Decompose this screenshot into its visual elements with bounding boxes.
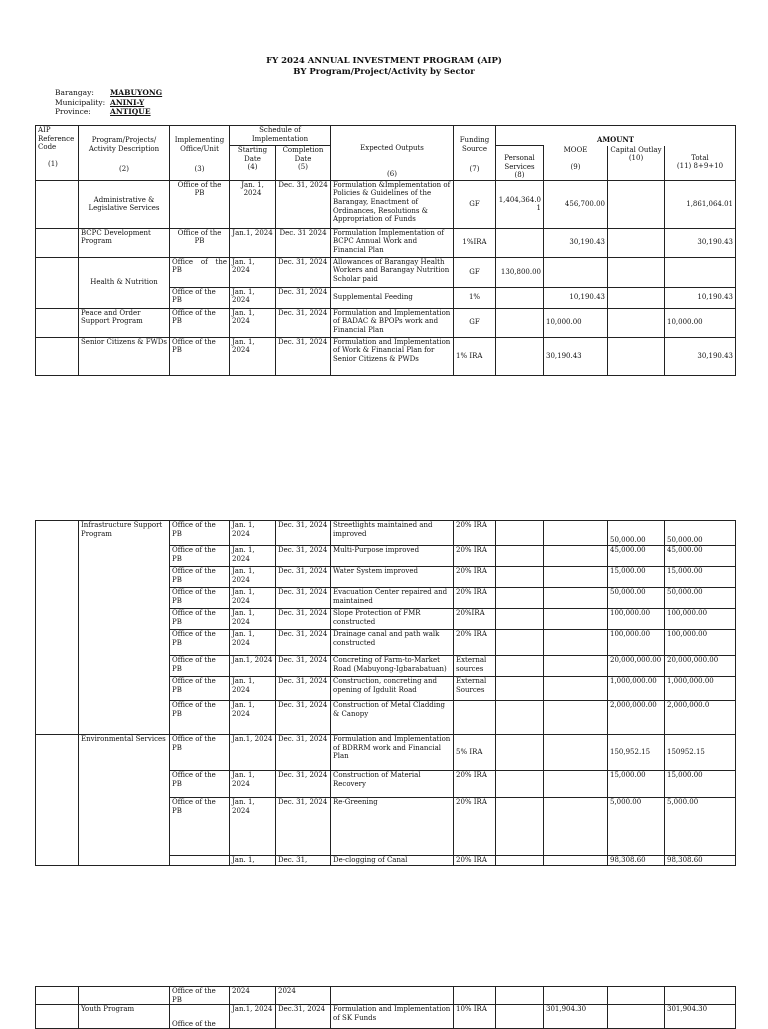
col-co-header xyxy=(608,146,665,181)
total-cell: 100,000.00 xyxy=(665,630,736,656)
col-end-title: Completion Date xyxy=(282,146,324,163)
office-cell: Office of the PB xyxy=(170,257,230,287)
program-cell: Infrastructure Support Program xyxy=(79,521,170,735)
office-cell: Office of the PB xyxy=(170,735,230,771)
ps-cell xyxy=(496,987,544,1005)
office-cell: Office of the PB xyxy=(170,609,230,630)
co-cell xyxy=(608,228,665,257)
table-row xyxy=(36,180,736,228)
col-schedule-header: Schedule of Implementation xyxy=(230,126,331,146)
office-cell: Office of the PB xyxy=(170,798,230,856)
end-cell: Dec. 31, 2024 xyxy=(276,546,331,567)
start-cell: Jan. 1, 2024 xyxy=(230,308,276,337)
start-cell: Jan. 1, 2024 xyxy=(230,771,276,798)
col-source-title: Funding Source xyxy=(459,136,490,153)
col-mooe-num: (9) xyxy=(570,163,581,172)
output-cell: Formulation and Implementation of SK Funds xyxy=(331,1005,454,1029)
table-row xyxy=(36,735,736,771)
total-cell: 301,904.30 xyxy=(665,1005,736,1029)
source-cell: 1%IRA xyxy=(454,228,496,257)
mooe-cell: 10,000.00 xyxy=(544,308,608,337)
barangay-label: Barangay: xyxy=(55,88,94,97)
mooe-cell: 456,700.00 xyxy=(544,180,608,228)
col-start-title: Starting Date xyxy=(237,146,268,163)
source-cell xyxy=(454,701,496,735)
output-cell: Construction, concreting and opening of Igdulit Road xyxy=(331,677,454,701)
start-cell: Jan.1, 2024 xyxy=(230,228,276,257)
co-cell xyxy=(608,257,665,287)
end-cell: Dec. 31, 2024 xyxy=(276,521,331,546)
col-outputs-header xyxy=(331,126,454,181)
end-cell: Dec. 31, xyxy=(276,856,331,866)
col-start-num: (4) xyxy=(247,163,258,172)
col-mooe-header xyxy=(544,146,608,181)
source-cell: 20% IRA xyxy=(454,521,496,546)
municipality-value: ANINI-Y xyxy=(110,97,145,107)
co-cell: 100,000.00 xyxy=(608,630,665,656)
mooe-cell xyxy=(544,257,608,287)
end-cell: Dec. 31, 2024 xyxy=(276,630,331,656)
table-row xyxy=(36,987,736,1005)
end-cell: Dec. 31, 2024 xyxy=(276,771,331,798)
co-cell: 45,000.00 xyxy=(608,546,665,567)
aip-table-youth xyxy=(35,986,736,1029)
ps-cell xyxy=(496,287,544,308)
table-row xyxy=(36,1005,736,1029)
program-cell: BCPC Development Program xyxy=(79,228,170,257)
co-cell xyxy=(608,337,665,375)
output-cell: Formulation and Implementation of BDRRM work and Financial Plan xyxy=(331,735,454,771)
end-cell: Dec. 31, 2024 xyxy=(276,677,331,701)
document-subtitle: BY Program/Project/Activity by Sector xyxy=(293,67,475,77)
ps-cell: 1,404,364.01 xyxy=(496,180,544,228)
municipality-label: Municipality: xyxy=(55,97,106,107)
source-cell: 20% IRA xyxy=(454,630,496,656)
document-title: FY 2024 ANNUAL INVESTMENT PROGRAM (AIP) xyxy=(266,56,502,66)
col-end-num: (5) xyxy=(298,163,308,172)
start-cell: Jan. 1, 2024 xyxy=(230,521,276,546)
office-cell: Office of the PB xyxy=(170,630,230,656)
source-cell: 20% IRA xyxy=(454,588,496,609)
col-co-num: (10) xyxy=(628,154,644,163)
office-cell: Office of the PB xyxy=(170,656,230,677)
office-cell: Office of the PB xyxy=(170,521,230,546)
start-cell: Jan. 1, 2024 xyxy=(230,609,276,630)
total-cell: 50,000.00 xyxy=(665,588,736,609)
start-cell: Jan. 1, 2024 xyxy=(230,701,276,735)
source-cell: GF xyxy=(454,308,496,337)
start-cell: Jan. 1, 2024 xyxy=(230,798,276,856)
program-cell: Administrative & Legislative Services xyxy=(79,180,170,228)
col-ppa-header xyxy=(79,126,170,181)
program-cell: Peace and Order Support Program xyxy=(79,308,170,337)
source-cell: GF xyxy=(454,257,496,287)
output-cell: Re-Greening xyxy=(331,798,454,856)
col-co-title: Capital Outlay xyxy=(610,145,662,154)
program-cell: Youth Program xyxy=(79,1005,170,1029)
start-cell: 2024 xyxy=(230,987,276,1005)
col-office-title: Implementing Office/Unit xyxy=(174,136,225,153)
office-cell: Office of the PB xyxy=(170,567,230,588)
office-cell: Office of the PB xyxy=(170,701,230,735)
col-source-num: (7) xyxy=(469,165,480,174)
end-cell: Dec. 31, 2024 xyxy=(276,567,331,588)
end-cell: Dec. 31 2024 xyxy=(276,228,331,257)
total-cell xyxy=(665,257,736,287)
total-cell: 30,190.43 xyxy=(665,228,736,257)
barangay-value: MABUYONG xyxy=(110,88,163,97)
end-cell: Dec. 31, 2024 xyxy=(276,609,331,630)
end-cell: Dec. 31, 2024 xyxy=(276,798,331,856)
office-cell: Office of the PB xyxy=(170,546,230,567)
total-cell: 150952.15 xyxy=(665,735,736,771)
office-cell xyxy=(170,856,230,866)
source-cell: 20% IRA xyxy=(454,856,496,866)
output-cell xyxy=(331,987,454,1005)
col-mooe-title: MOOE xyxy=(563,145,588,154)
output-cell: Evacuation Center repaired and maintained xyxy=(331,588,454,609)
program-cell: Health & Nutrition xyxy=(79,257,170,308)
col-ppa-title: Program/Projects/ Activity Description xyxy=(88,136,160,153)
co-cell: 98,308.60 xyxy=(608,856,665,866)
output-cell: Formulation and Implementation of BADAC & BPOPs work and Financial Plan xyxy=(331,308,454,337)
start-cell: Jan. 1, 2024 xyxy=(230,180,276,228)
aip-table-infrastructure xyxy=(35,520,736,866)
mooe-cell: 30,190.43 xyxy=(544,337,608,375)
end-cell: Dec. 31, 2024 xyxy=(276,701,331,735)
aip-table-main xyxy=(35,125,736,376)
program-cell: Environmental Services xyxy=(79,735,170,866)
office-cell: Office of the PB xyxy=(170,228,230,257)
col-amount-header: AMOUNT xyxy=(496,126,736,146)
output-cell: Allowances of Barangay Health Workers and Barangay Nutrition Scholar paid xyxy=(331,257,454,287)
co-cell: 1,000,000.00 xyxy=(608,677,665,701)
program-cell xyxy=(79,987,170,1005)
co-cell: 20,000,000.00 xyxy=(608,656,665,677)
col-end-header xyxy=(276,146,331,181)
office-cell: Office of the PB xyxy=(170,337,230,375)
start-cell: Jan. 1, 2024 xyxy=(230,588,276,609)
end-cell: Dec. 31, 2024 xyxy=(276,656,331,677)
output-cell: Drainage canal and path walk constructed xyxy=(331,630,454,656)
mooe-cell: 30,190.43 xyxy=(544,228,608,257)
total-cell: 98,308.60 xyxy=(665,856,736,866)
end-cell: Dec. 31, 2024 xyxy=(276,180,331,228)
office-cell: Office of the PB xyxy=(170,771,230,798)
output-cell: Formulation and Implementation of Work & Financial Plan for Senior Citizens & PWDs xyxy=(331,337,454,375)
col-outputs-num: (6) xyxy=(387,169,397,178)
office-cell: Office of the PB xyxy=(170,308,230,337)
start-cell: Jan. 1, 2024 xyxy=(230,287,276,308)
table-row xyxy=(36,257,736,287)
source-cell: 1% xyxy=(454,287,496,308)
output-cell: Multi-Purpose improved xyxy=(331,546,454,567)
output-cell: De-clogging of Canal xyxy=(331,856,454,866)
source-cell: External sources xyxy=(454,656,496,677)
col-total-title: Total xyxy=(691,153,709,162)
co-cell: 100,000.00 xyxy=(608,609,665,630)
table-row xyxy=(36,521,736,546)
end-cell: Dec. 31, 2024 xyxy=(276,337,331,375)
col-office-num: (3) xyxy=(194,165,205,174)
end-cell: Dec. 31, 2024 xyxy=(276,308,331,337)
co-cell: 150,952.15 xyxy=(608,735,665,771)
ps-cell: 130,800.00 xyxy=(496,257,544,287)
start-cell: Jan.1, 2024 xyxy=(230,656,276,677)
office-cell: Office of the PB xyxy=(170,180,230,228)
col-ref-title: AIP Reference Code xyxy=(38,126,75,152)
mooe-cell: 10,190.43 xyxy=(544,287,608,308)
total-cell: 45,000.00 xyxy=(665,546,736,567)
total-cell: 10,000.00 xyxy=(665,308,736,337)
co-cell: 50,000.00 xyxy=(608,588,665,609)
co-cell: 5,000.00 xyxy=(608,798,665,856)
office-cell: Office of the PB xyxy=(170,287,230,308)
mooe-cell xyxy=(544,987,608,1005)
source-cell: GF xyxy=(454,180,496,228)
source-cell: 20%IRA xyxy=(454,609,496,630)
total-cell: 5,000.00 xyxy=(665,798,736,856)
source-cell xyxy=(454,987,496,1005)
total-cell: 30,190.43 xyxy=(665,337,736,375)
table-row xyxy=(36,228,736,257)
source-cell: 10% IRA xyxy=(454,1005,496,1029)
total-cell xyxy=(665,987,736,1005)
office-cell: Office of the PB xyxy=(170,987,230,1005)
col-ppa-num: (2) xyxy=(119,165,129,174)
office-cell: Office of the PB xyxy=(170,588,230,609)
total-cell: 1,861,064.01 xyxy=(665,180,736,228)
source-cell: 20% IRA xyxy=(454,546,496,567)
co-cell: 15,000.00 xyxy=(608,567,665,588)
source-cell: External Sources xyxy=(454,677,496,701)
col-total-header xyxy=(665,146,736,181)
start-cell: Jan. 1, 2024 xyxy=(230,546,276,567)
province-value: ANTIQUE xyxy=(110,107,151,116)
mooe-cell: 301,904.30 xyxy=(544,1005,608,1029)
co-cell xyxy=(608,308,665,337)
end-cell: Dec.31, 2024 xyxy=(276,1005,331,1029)
start-cell: Jan. 1, 2024 xyxy=(230,567,276,588)
total-cell: 20,000,000.00 xyxy=(665,656,736,677)
table-row xyxy=(36,337,736,375)
col-ref-num: (1) xyxy=(48,159,58,168)
co-cell xyxy=(608,987,665,1005)
col-total-num: (11) 8+9+10 xyxy=(676,162,724,171)
col-ps-title: Personal Services xyxy=(504,154,535,171)
total-cell: 2,000,000.0 xyxy=(665,701,736,735)
program-cell: Senior Citizens & FWDs xyxy=(79,337,170,375)
source-cell: 5% IRA xyxy=(454,735,496,771)
end-cell: Dec. 31, 2024 xyxy=(276,287,331,308)
co-cell xyxy=(608,180,665,228)
location-block xyxy=(55,88,162,117)
start-cell: Jan. 1, 2024 xyxy=(230,257,276,287)
ps-cell xyxy=(496,337,544,375)
ps-cell xyxy=(496,308,544,337)
output-cell: Concreting of Farm-to-Market Road (Mabuyong-Igbarabatuan) xyxy=(331,656,454,677)
output-cell: Slope Protection of FMR constructed xyxy=(331,609,454,630)
office-cell: Office of the PB xyxy=(170,677,230,701)
source-cell: 20% IRA xyxy=(454,567,496,588)
table-row xyxy=(36,308,736,337)
province-label: Province: xyxy=(55,107,91,116)
source-cell: 20% IRA xyxy=(454,771,496,798)
end-cell: Dec. 31, 2024 xyxy=(276,735,331,771)
output-cell: Streetlights maintained and improved xyxy=(331,521,454,546)
co-cell: 2,000,000.00 xyxy=(608,701,665,735)
start-cell: Jan.1, 2024 xyxy=(230,735,276,771)
output-cell: Supplemental Feeding xyxy=(331,287,454,308)
output-cell: Construction of Metal Cladding & Canopy xyxy=(331,701,454,735)
source-cell: 20% IRA xyxy=(454,798,496,856)
col-ps-header xyxy=(496,146,544,181)
col-source-header xyxy=(454,126,496,181)
total-cell: 100,000.00 xyxy=(665,609,736,630)
col-ref-header xyxy=(36,126,79,181)
end-cell: Dec. 31, 2024 xyxy=(276,588,331,609)
source-cell: 1% IRA xyxy=(454,337,496,375)
col-ps-num: (8) xyxy=(514,171,525,180)
total-cell: 1,000,000.00 xyxy=(665,677,736,701)
start-cell: Jan. 1, xyxy=(230,856,276,866)
ps-cell xyxy=(496,228,544,257)
output-cell: Formulation &Implementation of Policies & Guidelines of the Barangay, Enactment of Ordinances, Resolutions & Appropriation of Funds xyxy=(331,180,454,228)
office-cell: Office of the xyxy=(170,1005,230,1029)
col-outputs-title: Expected Outputs xyxy=(360,144,424,152)
start-cell: Jan. 1, 2024 xyxy=(230,677,276,701)
co-cell: 50,000.00 xyxy=(608,521,665,546)
col-office-header xyxy=(170,126,230,181)
co-cell xyxy=(608,287,665,308)
total-cell: 50,000.00 xyxy=(665,521,736,546)
start-cell: Jan.1, 2024 xyxy=(230,1005,276,1029)
output-cell: Water System improved xyxy=(331,567,454,588)
start-cell: Jan. 1, 2024 xyxy=(230,630,276,656)
output-cell: Construction of Material Recovery xyxy=(331,771,454,798)
end-cell: 2024 xyxy=(276,987,331,1005)
total-cell: 15,000.00 xyxy=(665,771,736,798)
total-cell: 15,000.00 xyxy=(665,567,736,588)
start-cell: Jan. 1, 2024 xyxy=(230,337,276,375)
output-cell: Formulation Implementation of BCPC Annual Work and Financial Plan xyxy=(331,228,454,257)
co-cell: 15,000.00 xyxy=(608,771,665,798)
end-cell: Dec. 31, 2024 xyxy=(276,257,331,287)
total-cell: 10,190.43 xyxy=(665,287,736,308)
col-start-header xyxy=(230,146,276,181)
